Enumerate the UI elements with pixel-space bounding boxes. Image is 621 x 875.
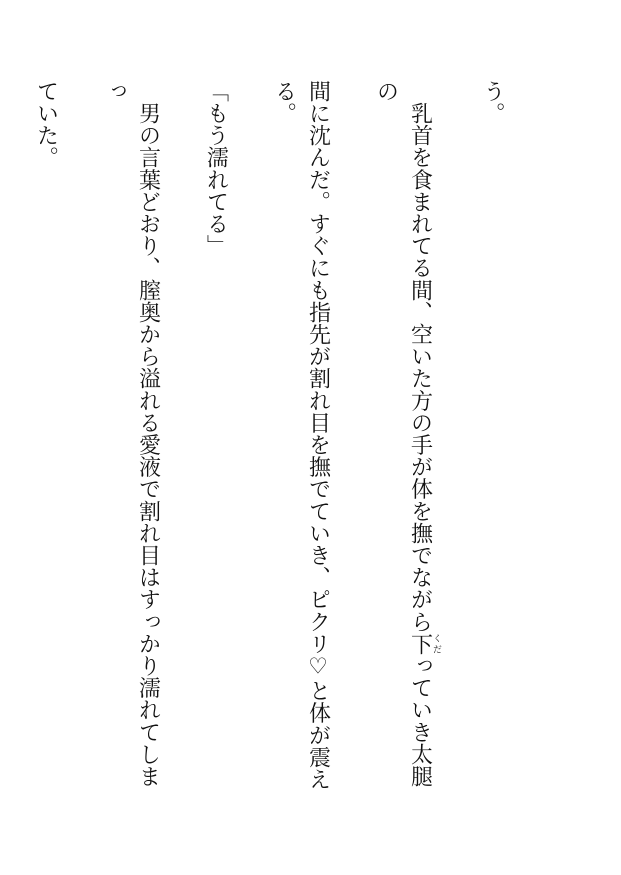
text-line-1: う。 xyxy=(480,80,505,125)
text-line-3: 間に沈んだ。すぐにも指先が割れ目を撫でていき、ピクリ♡と体が震える。 xyxy=(271,80,331,791)
text-line-2-main: 乳首を食まれてる間、空いた方の手が体を撫でながら xyxy=(407,80,433,633)
ruby-kudatte-base: 下 xyxy=(407,632,433,655)
ruby-kudatte xyxy=(407,632,441,655)
text-line-6: ていた。 xyxy=(33,80,59,169)
text-line-4: 「もう濡れてる」 xyxy=(203,80,229,257)
text-line-5: 男の言葉どおり、膣奥から溢れる愛液で割れ目はすっかり濡れてしまっ xyxy=(101,80,161,788)
vertical-text-body xyxy=(33,80,543,800)
ruby-kudatte-reading: くだ xyxy=(431,632,441,655)
text-line-2 xyxy=(369,80,442,800)
text-line-2-tail: っていき太腿の xyxy=(373,80,433,788)
